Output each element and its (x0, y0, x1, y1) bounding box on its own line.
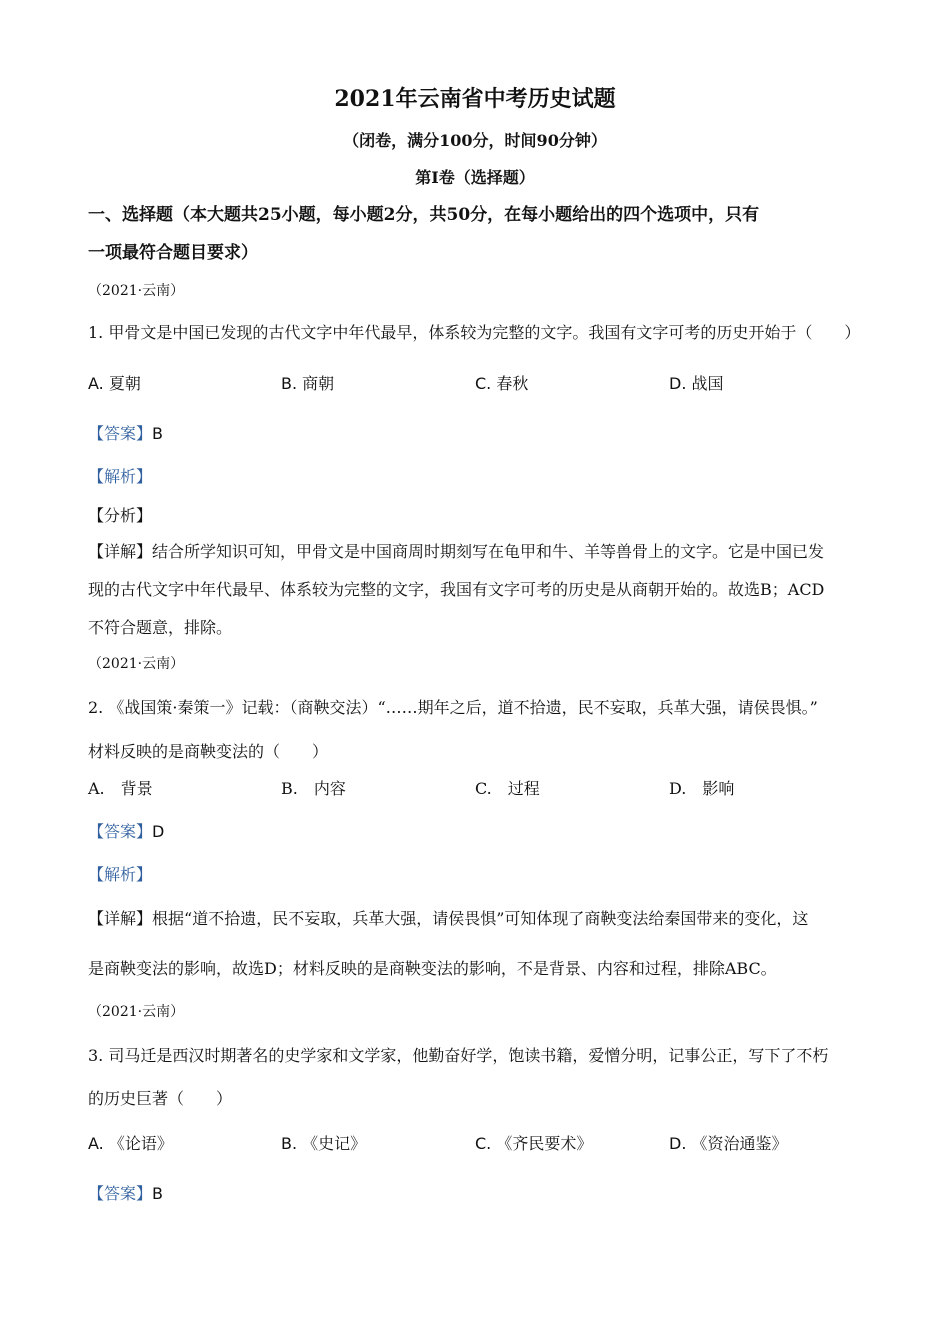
section-heading-line1: 一、选择题（本大题共25小题，每小题2分，共50分，在每小题给出的四个选项中，只有 (88, 205, 760, 225)
question-1-option-c: C. 春秋 (475, 374, 529, 393)
question-1-stem: 1. 甲骨文是中国已发现的古代文字中年代最早，体系较为完整的文字。我国有文字可考的历史开始于（ ） (88, 323, 861, 342)
question-source: （2021·云南） (88, 283, 185, 299)
question-1-detail-line1 (88, 541, 824, 563)
question-1-option-b: B. 商朝 (281, 374, 335, 393)
analysis-label: 【解析】 (88, 865, 153, 884)
exam-info: （闭卷，满分100分，时间90分钟） (343, 131, 607, 150)
volume-heading: 第Ⅰ卷（选择题） (415, 168, 535, 187)
answer-value: D (152, 822, 165, 841)
question-2-stem-line2: 材料反映的是商鞅变法的（ ） (88, 742, 329, 761)
question-3-stem-line1: 3. 司马迁是西汉时期著名的史学家和文学家，他勤奋好学，饱读书籍，爱憎分明，记事公正，写下了不朽 (88, 1046, 829, 1065)
question-source: （2021·云南） (88, 1004, 185, 1020)
detail-text: 结合所学知识可知，甲骨文是中国商周时期刻写在龟甲和牛、羊等兽骨上的文字。它是中国已发 (152, 542, 825, 561)
question-2-detail-line1 (88, 908, 808, 930)
question-2-option-c: C. 过程 (475, 779, 540, 798)
detail-label: 【详解】 (88, 909, 153, 928)
answer-label: 【答案】 (88, 424, 153, 443)
question-1-detail-line2: 现的古代文字中年代最早、体系较为完整的文字，我国有文字可考的历史是从商朝开始的。故选B；ACD (88, 580, 825, 599)
detail-label: 【详解】 (88, 542, 153, 561)
question-2-detail-line2: 是商鞅变法的影响，故选D；材料反映的是商鞅变法的影响，不是背景、内容和过程，排除ABC。 (88, 959, 777, 978)
question-source: （2021·云南） (88, 656, 185, 672)
page-title: 2021年云南省中考历史试题 (334, 86, 616, 112)
question-3-option-d: D. 《资治通鉴》 (669, 1134, 788, 1153)
question-1-detail-line3: 不符合题意，排除。 (88, 618, 233, 637)
question-2-option-b: B. 内容 (281, 779, 346, 798)
question-3-stem-line2: 的历史巨著（ ） (88, 1089, 233, 1108)
answer-value: B (152, 1184, 163, 1203)
section-heading-line2: 一项最符合题目要求） (88, 243, 258, 263)
answer-label: 【答案】 (88, 1184, 153, 1203)
answer-value: B (152, 424, 163, 443)
question-2-answer (88, 821, 164, 843)
detail-text: 根据“道不拾遗，民不妄取，兵革大强，请侯畏惧”可知体现了商鞅变法给秦国带来的变化，这 (152, 909, 809, 928)
question-1-answer (88, 423, 163, 445)
question-2-option-d: D. 影响 (669, 779, 735, 798)
question-1-option-a: A. 夏朝 (88, 374, 141, 393)
question-2-stem-line1: 2. 《战国策·秦策一》记载：（商鞅交法）“……期年之后，道不拾遗，民不妄取，兵革大强，请侯畏惧。” (88, 698, 818, 717)
question-3-option-a: A. 《论语》 (88, 1134, 173, 1153)
fenxi-label: 【分析】 (88, 506, 153, 525)
question-1-option-d: D. 战国 (669, 374, 724, 393)
answer-label: 【答案】 (88, 822, 153, 841)
question-2-option-a: A. 背景 (88, 779, 153, 798)
analysis-label: 【解析】 (88, 467, 153, 486)
question-3-option-c: C. 《齐民要术》 (475, 1134, 593, 1153)
question-3-answer (88, 1183, 163, 1205)
question-3-option-b: B. 《史记》 (281, 1134, 367, 1153)
